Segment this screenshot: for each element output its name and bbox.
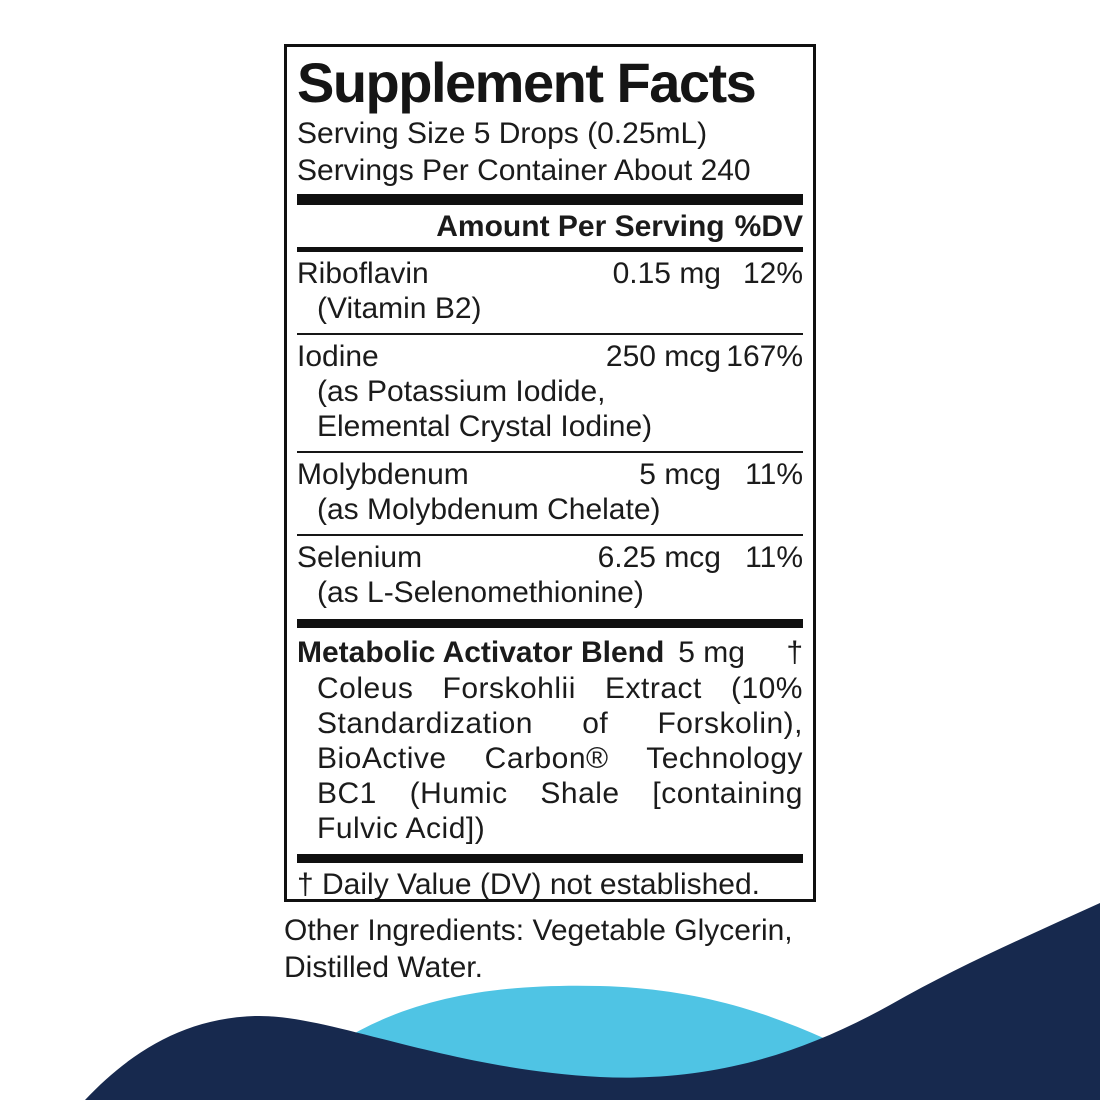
nutrient-amount: 0.15 mg bbox=[612, 257, 721, 290]
nutrient-amount: 5 mcg bbox=[639, 458, 721, 491]
blend-detail: Coleus Forskohlii Extract (10% bbox=[317, 672, 803, 705]
nutrient-detail: Elemental Crystal Iodine) bbox=[317, 410, 653, 443]
servings-per-container: Servings Per Container About 240 bbox=[297, 154, 751, 187]
nutrient-name: Riboflavin bbox=[297, 257, 429, 290]
other-ingredients-line: Other Ingredients: Vegetable Glycerin, bbox=[284, 914, 793, 947]
nutrient-main-line bbox=[297, 339, 803, 374]
nutrient-amount: 6.25 mcg bbox=[597, 541, 721, 574]
nutrient-detail: (as Molybdenum Chelate) bbox=[317, 493, 661, 526]
blend-name: Metabolic Activator Blend bbox=[297, 636, 665, 669]
blend-header bbox=[297, 634, 803, 671]
nutrient-main-line bbox=[297, 256, 803, 291]
divider-thick-blend-top bbox=[297, 619, 803, 628]
nutrient-amount: 250 mcg bbox=[605, 340, 721, 373]
nutrient-detail: (Vitamin B2) bbox=[317, 292, 482, 325]
other-ingredients-line: Distilled Water. bbox=[284, 951, 483, 984]
nutrient-dv: 12% bbox=[742, 257, 803, 290]
dv-footnote: † Daily Value (DV) not established. bbox=[297, 868, 761, 901]
divider-thick-footnote-top bbox=[297, 854, 803, 863]
percent-dv-label: %DV bbox=[734, 210, 803, 243]
amount-per-serving-label: Amount Per Serving bbox=[436, 210, 725, 243]
nutrient-row-molybdenum bbox=[297, 451, 803, 534]
nutrient-name: Iodine bbox=[297, 340, 379, 373]
nutrient-row-selenium bbox=[297, 534, 803, 617]
blend-detail: Fulvic Acid]) bbox=[317, 812, 486, 845]
panel-title: Supplement Facts bbox=[297, 51, 756, 114]
nutrient-row-iodine bbox=[297, 333, 803, 451]
nutrient-dv: 11% bbox=[745, 541, 803, 574]
blend-section bbox=[297, 628, 803, 852]
nutrient-dv: 11% bbox=[745, 458, 803, 491]
blend-amount: 5 mg bbox=[678, 636, 745, 669]
blend-detail: BioActive Carbon® Technology bbox=[317, 742, 803, 775]
other-ingredients bbox=[284, 912, 844, 986]
blend-detail: Standardization of Forskolin), bbox=[317, 707, 803, 740]
blend-dagger: † bbox=[786, 636, 803, 669]
blend-detail: BC1 (Humic Shale [containing bbox=[317, 777, 803, 810]
nutrient-main-line bbox=[297, 540, 803, 575]
nutrient-detail: (as L-Selenomethionine) bbox=[317, 576, 644, 609]
nutrient-row-riboflavin bbox=[297, 252, 803, 333]
nutrient-detail: (as Potassium Iodide, bbox=[317, 375, 606, 408]
nutrient-name: Molybdenum bbox=[297, 458, 469, 491]
nutrient-name: Selenium bbox=[297, 541, 423, 574]
supplement-facts-panel bbox=[284, 44, 816, 902]
serving-size: Serving Size 5 Drops (0.25mL) bbox=[297, 117, 708, 150]
column-header bbox=[297, 207, 803, 247]
nutrient-dv: 167% bbox=[726, 340, 803, 373]
nutrient-main-line bbox=[297, 457, 803, 492]
divider-thick-top bbox=[297, 194, 803, 205]
